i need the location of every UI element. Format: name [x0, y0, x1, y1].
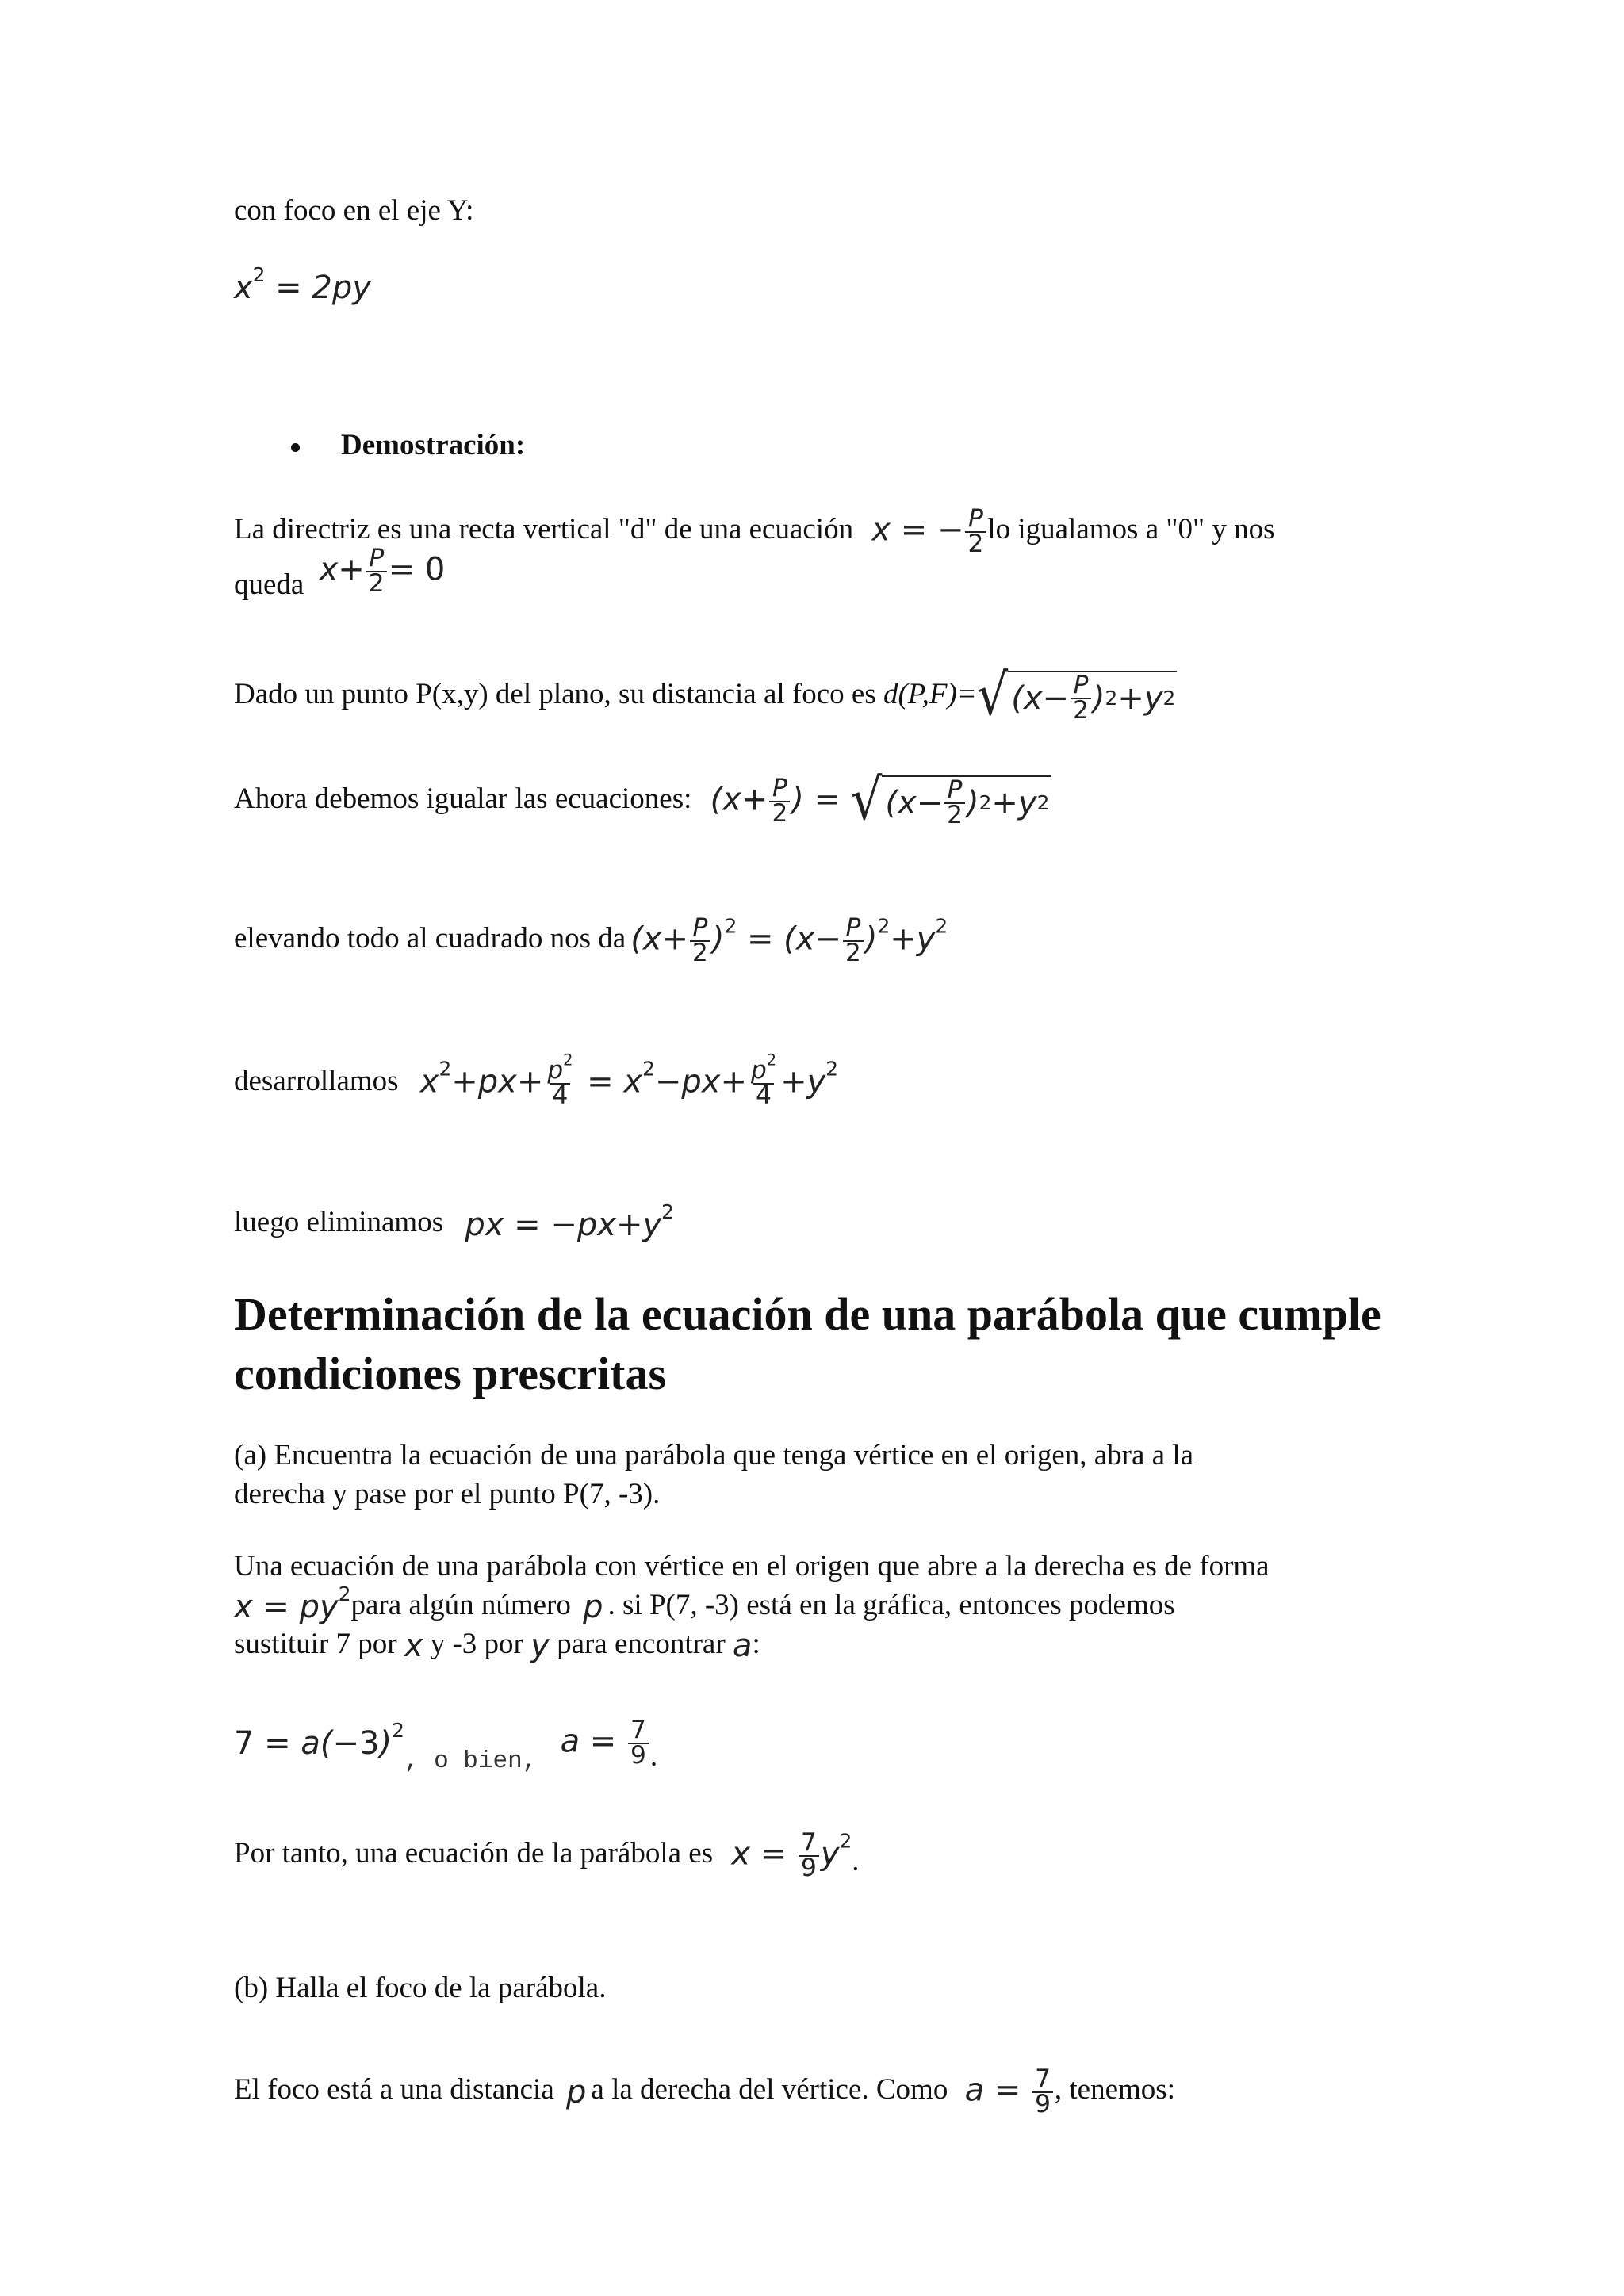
eliminamos-line: luego eliminamos px = $-px+y^2$	[234, 1200, 674, 1243]
equation-a-7-9-foco: a = $\frac{7}{9}$	[965, 2068, 1055, 2116]
variable-x: x	[404, 1628, 423, 1665]
variable-y: y	[530, 1628, 550, 1665]
variable-p: p	[583, 1589, 603, 1626]
desarrollamos-line: desarrollamos $x^2+px+$ $\frac{p^2}{4}$ = $x^2-px+$ $\frac{p^2}{4}$ $+y^2$	[234, 1050, 839, 1110]
equation-eliminamos: px = $-px+y^2$	[465, 1200, 674, 1243]
part-a-paragraph: (a) Encuentra la ecuación de una parábola que tenga vértice en el origen, abra a la derecha y pase por el punto P(7, -3).	[234, 1439, 1194, 1510]
equation-desarrollamos: $x^2+px+$ $\frac{p^2}{4}$ = $x^2-px+$ $\frac{p^2}{4}$ $+y^2$	[419, 1050, 839, 1110]
equation-a-7-9: a = $\frac{7}{9}$	[561, 1719, 650, 1767]
bullet-title: Demostración:	[341, 429, 526, 461]
equation-igualar: (x+ $\frac{P}{2}$ ) = √ (x− $\frac{P}{2}$ ) 2 +y 2	[710, 766, 1050, 833]
bullet-icon	[291, 443, 300, 452]
directriz-line2: queda x+ $\frac{P}{2}$ = 0	[234, 543, 446, 601]
directriz-line1: La directriz es una recta vertical "d" de una ecuación x = − $\frac{P}{2}$ lo igualamos a "0" y nos	[234, 504, 1275, 558]
equation-x-py2: $x = py^2$	[234, 1582, 351, 1626]
distancia-line: Dado un punto P(x,y) del plano, su distancia al foco es d(P,F)= √ (x− $\frac{P}{2}$ ) 2 +y 2	[234, 661, 1176, 729]
por-tanto-line: Por tanto, una ecuación de la parábola es x = $\frac{7}{9}$ $y^2$.	[234, 1828, 860, 1882]
bullet-demostracion	[291, 428, 525, 463]
forma-paragraph: Una ecuación de una parábola con vértice en el origen que abre a la derecha es de forma $x = py^2para$ algún número p . si P(7, -3) está en la gráfica, entonces podemos sustituir 7 por x y -3 por y para encontrar a:	[234, 1550, 1270, 1665]
variable-p-foco: p	[566, 2073, 587, 2110]
intro-line: con foco en el eje Y:	[234, 194, 474, 227]
cuadrado-line: elevando todo al cuadrado nos da (x+ $\frac{P}{2}$ )$^2$ = (x− $\frac{P}{2}$ )$^2+y^2$	[234, 913, 948, 967]
equation-cuadrado: (x+ $\frac{P}{2}$ )$^2$ = (x− $\frac{P}{2}$ )$^2+y^2$	[630, 913, 948, 967]
foco-line: El foco está a una distancia p a la derecha del vértice. Como a = $\frac{7}{9}$ , tenemos:	[234, 2064, 1175, 2118]
igualar-line: Ahora debemos igualar las ecuaciones: (x+ $\frac{P}{2}$ ) = √ (x− $\frac{P}{2}$ ) 2 +y 2	[234, 766, 1050, 833]
part-b-line: (b) Halla el foco de la parábola.	[234, 1972, 607, 2004]
equation-sustitucion: $7 = a(-3)^2_{, o bien,}$ a = $\frac{7}{9}$ .	[234, 1716, 658, 1776]
section-heading: Determinación de la ecuación de una parábola que cumple condiciones prescritas	[234, 1288, 1381, 1400]
equation-directriz-zero: x+ $\frac{P}{2}$ = 0	[319, 543, 446, 598]
equation-x-7-9-y2: x = $\frac{7}{9}$ $y^2$	[731, 1828, 852, 1882]
equation-distancia: √ (x− $\frac{P}{2}$ ) 2 +y 2	[976, 661, 1176, 729]
variable-a: a	[732, 1628, 753, 1665]
equation-directriz: x = − $\frac{P}{2}$	[871, 507, 987, 556]
equation-7-a-3: $7 = a(-3)^2$	[234, 1718, 404, 1762]
equation-x2-2py: $x^2 = 2py$	[234, 262, 371, 306]
